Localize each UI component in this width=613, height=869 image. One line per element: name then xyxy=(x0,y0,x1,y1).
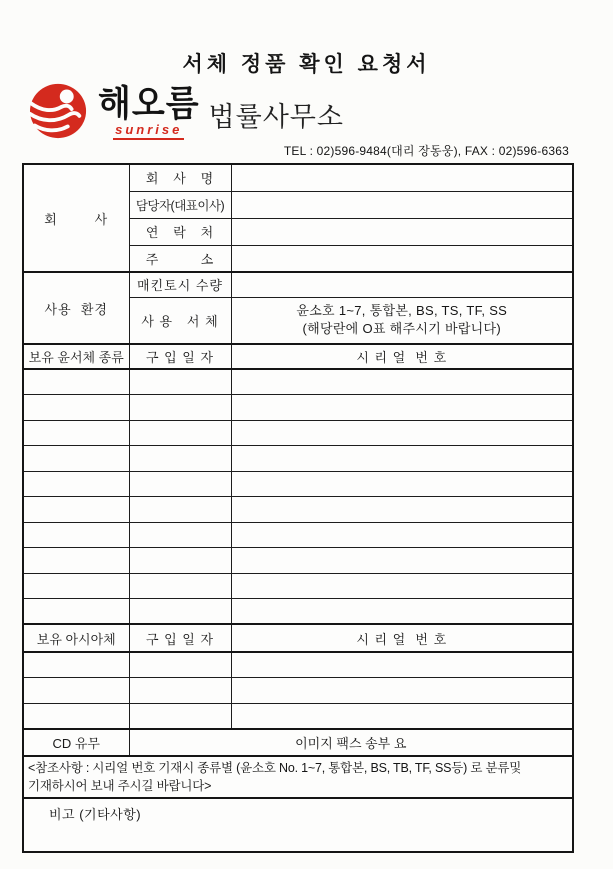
logo-english-name: sunrise xyxy=(113,122,184,140)
serial-number-cell[interactable] xyxy=(231,420,573,446)
serial-number-cell[interactable] xyxy=(231,369,573,395)
serial-number-cell[interactable] xyxy=(231,548,573,574)
font-type-cell[interactable] xyxy=(23,522,129,548)
reference-note-line1: <참조사항 : 시리얼 번호 기재시 종류별 (윤소호 No. 1~7, 통합본, BS, TB, TF, SS등) 로 분류및 xyxy=(28,761,522,776)
purchase-date-cell[interactable] xyxy=(129,471,231,497)
font-type-cell[interactable] xyxy=(23,369,129,395)
serial-number-cell[interactable] xyxy=(231,497,573,523)
used-fonts-options-line1: 윤소호 1~7, 통합본, BS, TS, TF, SS xyxy=(296,303,508,319)
phone-input[interactable] xyxy=(231,218,573,245)
remarks-row xyxy=(23,798,573,852)
font-type-cell[interactable] xyxy=(23,573,129,599)
company-group-label: 회 사 xyxy=(23,164,129,272)
yun-fonts-type-header: 보유 윤서체 종류 xyxy=(23,344,129,369)
yun-fonts-empty-row xyxy=(23,471,573,497)
purchase-date-cell[interactable] xyxy=(129,573,231,599)
purchase-date-cell[interactable] xyxy=(129,703,231,729)
contact-person-label: 담당자(대표이사) xyxy=(129,191,231,218)
remarks-area[interactable] xyxy=(23,798,573,852)
serial-number-cell[interactable] xyxy=(231,522,573,548)
used-fonts-options[interactable] xyxy=(231,297,573,344)
purchase-date-cell[interactable] xyxy=(129,652,231,678)
font-type-cell[interactable] xyxy=(23,548,129,574)
font-type-cell[interactable] xyxy=(23,471,129,497)
asia-fonts-empty-row xyxy=(23,703,573,729)
purchase-date-cell[interactable] xyxy=(129,678,231,704)
remarks-label: 비고 (기타사항) xyxy=(49,807,142,823)
yun-fonts-empty-row xyxy=(23,573,573,599)
font-type-cell[interactable] xyxy=(23,446,129,472)
font-type-cell[interactable] xyxy=(23,395,129,421)
company-logo xyxy=(28,82,344,140)
purchase-date-cell[interactable] xyxy=(129,522,231,548)
serial-number-cell[interactable] xyxy=(231,678,573,704)
environment-group-label: 사용 환경 xyxy=(23,272,129,344)
purchase-date-cell[interactable] xyxy=(129,395,231,421)
asia-fonts-type-header: 보유 아시아체 xyxy=(23,624,129,652)
purchase-date-cell[interactable] xyxy=(129,548,231,574)
contact-person-input[interactable] xyxy=(231,191,573,218)
serial-number-cell[interactable] xyxy=(231,573,573,599)
font-type-cell[interactable] xyxy=(23,678,129,704)
mac-count-label: 매킨토시 수량 xyxy=(129,272,231,297)
logo-wordmark xyxy=(98,83,200,140)
font-type-cell[interactable] xyxy=(23,497,129,523)
address-input[interactable] xyxy=(231,245,573,272)
mac-count-row xyxy=(23,272,573,297)
reference-note-row xyxy=(23,756,573,798)
purchase-date-cell[interactable] xyxy=(129,420,231,446)
yun-fonts-serial-header: 시 리 얼 번 호 xyxy=(231,344,573,369)
yun-fonts-empty-row xyxy=(23,395,573,421)
purchase-date-cell[interactable] xyxy=(129,497,231,523)
font-type-cell[interactable] xyxy=(23,599,129,625)
logo-korean-name: 해오름 xyxy=(98,83,200,125)
cd-row xyxy=(23,729,573,756)
yun-fonts-empty-row xyxy=(23,420,573,446)
purchase-date-cell[interactable] xyxy=(129,446,231,472)
address-label: 주 소 xyxy=(129,245,231,272)
company-name-label: 회 사 명 xyxy=(129,164,231,191)
company-name-row xyxy=(23,164,573,191)
used-fonts-label: 사 용 서 체 xyxy=(129,297,231,344)
mac-count-input[interactable] xyxy=(231,272,573,297)
yun-fonts-empty-row xyxy=(23,497,573,523)
used-fonts-options-line2: (해당란에 O표 해주시기 바랍니다) xyxy=(302,321,502,337)
yun-fonts-date-header: 구 입 일 자 xyxy=(129,344,231,369)
page-title: 서체 정품 확인 요청서 xyxy=(182,53,431,76)
serial-number-cell[interactable] xyxy=(231,703,573,729)
serial-number-cell[interactable] xyxy=(231,652,573,678)
yun-fonts-empty-row xyxy=(23,522,573,548)
logo-office-type: 법률사무소 xyxy=(208,102,344,132)
company-name-input[interactable] xyxy=(231,164,573,191)
sunrise-wave-logo-icon xyxy=(28,82,90,140)
serial-number-cell[interactable] xyxy=(231,446,573,472)
yun-fonts-empty-row xyxy=(23,369,573,395)
purchase-date-cell[interactable] xyxy=(129,599,231,625)
serial-number-cell[interactable] xyxy=(231,599,573,625)
asia-fonts-empty-row xyxy=(23,678,573,704)
serial-number-cell[interactable] xyxy=(231,471,573,497)
reference-note xyxy=(23,756,573,798)
yun-fonts-empty-row xyxy=(23,548,573,574)
asia-fonts-date-header: 구 입 일 자 xyxy=(129,624,231,652)
purchase-date-cell[interactable] xyxy=(129,369,231,395)
reference-note-line2: 기재하시어 보내 주시길 바랍니다> xyxy=(28,779,212,794)
phone-label: 연 락 처 xyxy=(129,218,231,245)
yun-fonts-header-row xyxy=(23,344,573,369)
font-type-cell[interactable] xyxy=(23,652,129,678)
tel-fax-line: TEL : 02)596-9484(대리 장동웅), FAX : 02)596-6363 xyxy=(283,144,569,158)
font-type-cell[interactable] xyxy=(23,703,129,729)
cd-label: CD 유무 xyxy=(23,729,129,756)
asia-fonts-empty-row xyxy=(23,652,573,678)
asia-fonts-serial-header: 시 리 얼 번 호 xyxy=(231,624,573,652)
asia-fonts-header-row xyxy=(23,624,573,652)
font-type-cell[interactable] xyxy=(23,420,129,446)
yun-fonts-empty-row xyxy=(23,599,573,625)
yun-fonts-empty-row xyxy=(23,446,573,472)
cd-value: 이미지 팩스 송부 요 xyxy=(129,729,573,756)
request-form-table xyxy=(22,163,574,853)
serial-number-cell[interactable] xyxy=(231,395,573,421)
